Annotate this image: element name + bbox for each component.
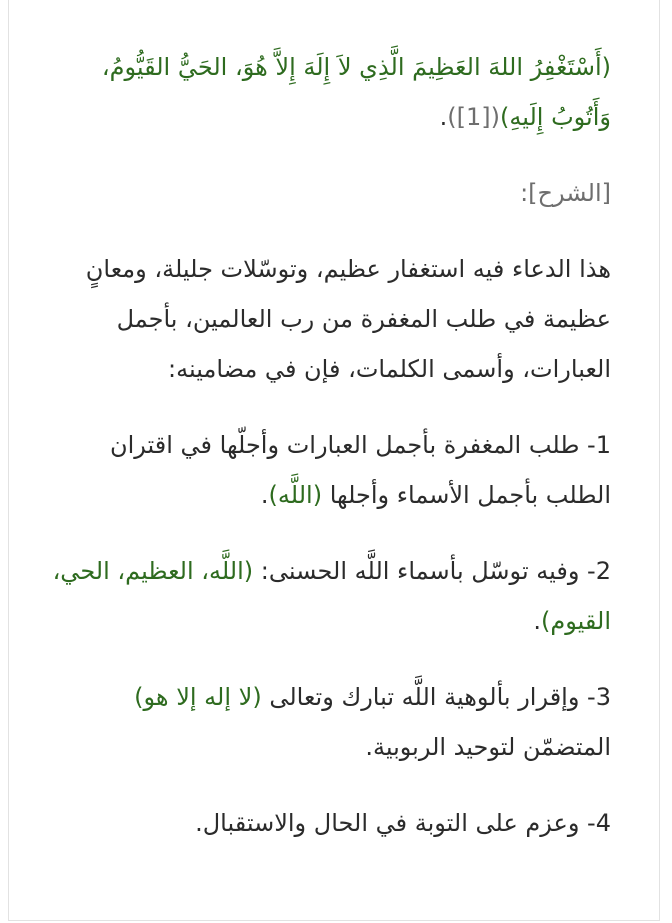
point-3-highlight: (لا إله إلا هو) bbox=[134, 683, 262, 711]
dua-paragraph bbox=[49, 42, 611, 142]
point-1-text: 1- طلب المغفرة بأجمل العبارات وأجلّها في اقتران الطلب بأجمل الأسماء وأجلها bbox=[110, 431, 611, 509]
point-1-suffix: . bbox=[260, 481, 269, 509]
point-3-text: 3- وإقرار بألوهية اللَّه تبارك وتعالى bbox=[261, 683, 611, 711]
point-2-suffix: . bbox=[533, 607, 542, 635]
intro-paragraph: هذا الدعاء فيه استغفار عظيم، وتوسّلات جليلة، ومعانٍ عظيمة في طلب المغفرة من رب العالمين، بأجمل العبارات، وأسمى الكلمات، فإن في مضامينه: bbox=[85, 255, 611, 383]
point-3-suffix: المتضمّن لتوحيد الربوبية. bbox=[365, 733, 611, 761]
point-3 bbox=[49, 672, 611, 772]
dua-text: (أَسْتَغْفِرُ اللهَ العَظِيمَ الَّذِي لاَ إِلَهَ إِلاَّ هُوَ، الحَيُّ القَيُّومُ، وَأَتُوبُ إِلَيهِ) bbox=[101, 53, 611, 131]
point-2-highlight: (اللَّه، العظيم، الحي، القيوم) bbox=[52, 557, 611, 635]
article-content bbox=[49, 42, 611, 874]
point-2 bbox=[49, 546, 611, 646]
point-1 bbox=[49, 420, 611, 520]
point-4 bbox=[49, 798, 611, 848]
footnote-reference[interactable]: ([1]) bbox=[447, 103, 500, 131]
dua-end: . bbox=[439, 103, 448, 131]
point-1-highlight: (اللَّه) bbox=[268, 481, 323, 509]
page-frame bbox=[8, 0, 660, 921]
sharh-label: [الشرح]: bbox=[520, 179, 611, 207]
point-2-text: 2- وفيه توسّل بأسماء اللَّه الحسنى: bbox=[253, 557, 611, 585]
point-4-text: 4- وعزم على التوبة في الحال والاستقبال. bbox=[195, 809, 611, 837]
